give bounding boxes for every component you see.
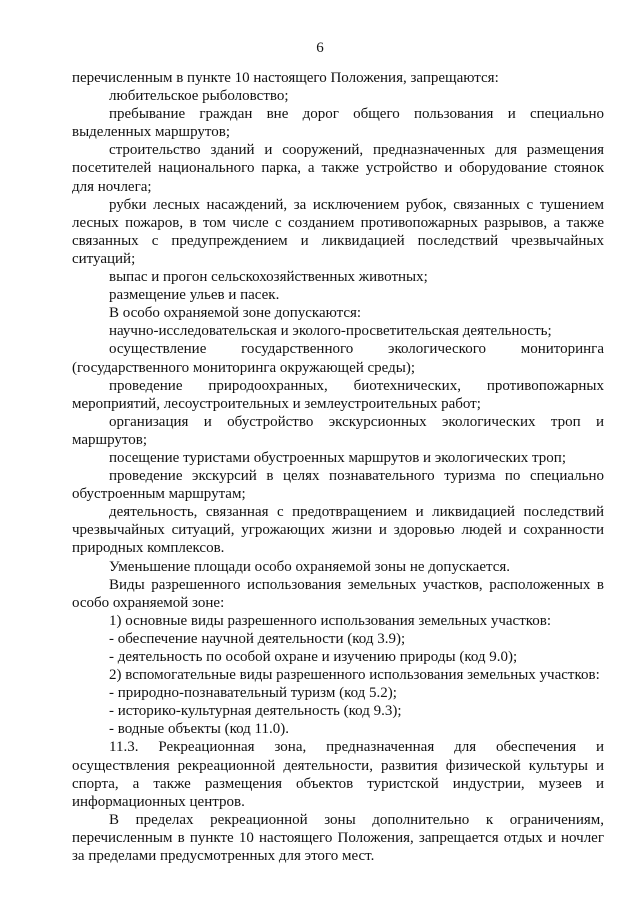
paragraph: осуществление государственного экологического мониторинга (государственного мониторинга окружающей среды); [72,341,604,376]
paragraph: - водные объекты (код 11.0). [109,721,289,738]
paragraph: 2) вспомогательные виды разрешенного использования земельных участков: [109,667,600,684]
paragraph: организация и обустройство экскурсионных экологических троп и маршрутов; [72,413,604,448]
paragraph: проведение природоохранных, биотехнических, противопожарных мероприятий, лесоустроительных и землеустроительных работ; [72,377,604,412]
page-number: 6 [316,40,324,56]
paragraph: выпас и прогон сельскохозяйственных животных; [109,269,428,286]
paragraph: рубки лесных насаждений, за исключением рубок, связанных с тушением лесных пожаров, в том числе с созданием противопожарных разрывов, а также связанных с предупреждением и ликвидацией последствий чрезвычайных ситуаций; [72,196,604,267]
paragraph: Уменьшение площади особо охраняемой зоны не допускается. [109,558,511,575]
paragraph: перечисленным в пункте 10 настоящего Положения, запрещаются: [72,70,499,86]
paragraph: строительство зданий и сооружений, предназначенных для размещения посетителей национального парка, а также устройство и оборудование стоянок для ночлега; [72,142,604,195]
paragraph: посещение туристами обустроенных маршрутов и экологических троп; [109,449,566,466]
paragraph: В пределах рекреационной зоны дополнительно к ограничениям, перечисленным в пункте 10 настоящего Положения, запрещается отдых и ночлег за пределами предусмотренных для этого мест. [72,811,604,865]
paragraph: пребывание граждан вне дорог общего пользования и специально выделенных маршрутов; [72,106,604,141]
paragraph: проведение экскурсий в целях познавательного туризма по специально обустроенным маршрутам; [72,468,604,503]
paragraph: Виды разрешенного использования земельных участков, расположенных в особо охраняемой зоне: [72,576,604,611]
paragraph: В особо охраняемой зоне допускаются: [109,305,362,322]
paragraph: 11.3. Рекреационная зона, предназначенная для обеспечения и осуществления рекреационной деятельности, развития физической культуры и спорта, а также размещения объектов туристской индустрии, музеев и информационных центров. [72,739,604,810]
paragraph: - природно-познавательный туризм (код 5.2); [109,685,397,702]
paragraph: любительское рыболовство; [109,88,289,105]
paragraph: размещение ульев и пасек. [109,287,280,304]
paragraph: - обеспечение научной деятельности (код 3.9); [109,630,406,647]
document-body [72,69,604,865]
paragraph: деятельность, связанная с предотвращением и ликвидацией последствий чрезвычайных ситуаций, угрожающих жизни и здоровью людей и сохранности природных комплексов. [72,504,604,557]
paragraph: - деятельность по особой охране и изучению природы (код 9.0); [109,649,518,665]
paragraph: 1) основные виды разрешенного использования земельных участков: [109,612,552,629]
paragraph: - историко-культурная деятельность (код 9.3); [109,703,402,720]
paragraph: научно-исследовательская и эколого-просветительская деятельность; [109,323,552,340]
